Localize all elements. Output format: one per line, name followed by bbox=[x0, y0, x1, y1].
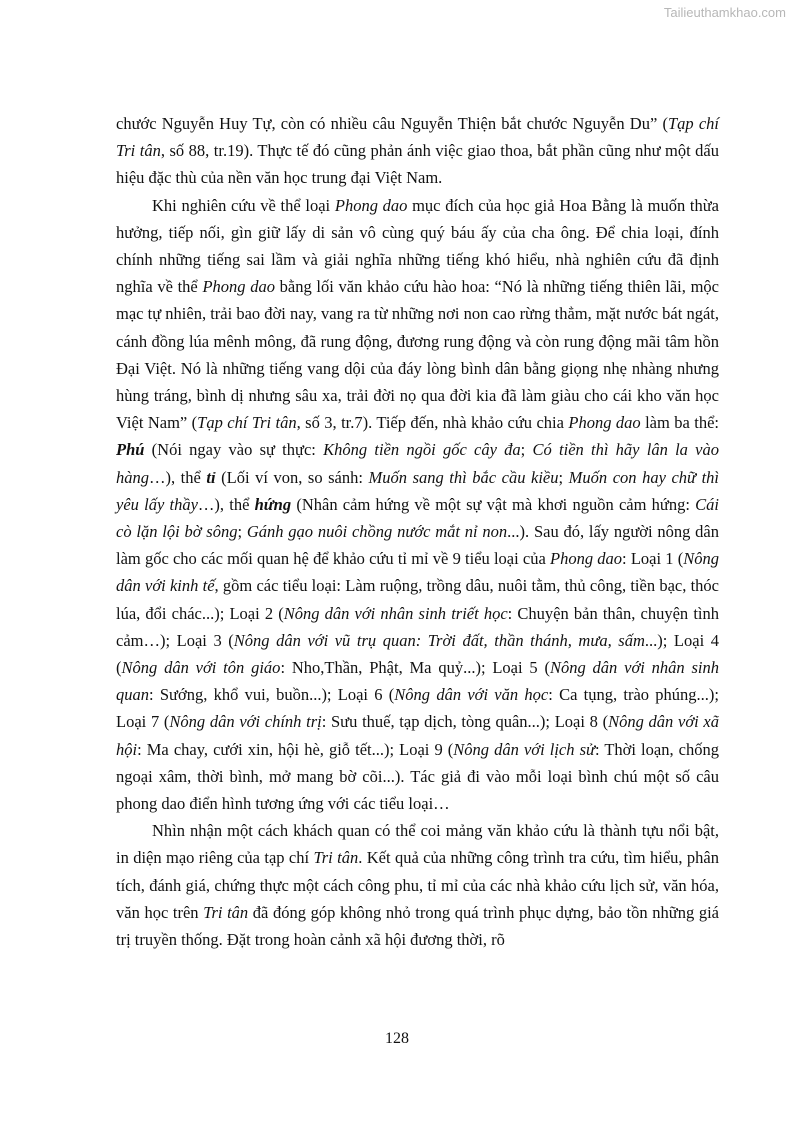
text-run: chước Nguyễn Huy Tự, còn có nhiều câu Nguyễn Thiện bắt chước Nguyễn Du” ( bbox=[116, 114, 668, 133]
emphasis-italic: Nông dân với xã hội bbox=[116, 712, 720, 759]
emphasis-italic: Tạp chí Tri tân bbox=[197, 413, 297, 433]
text-run: : Ca tụng, trào phúng...); Loại 7 ( bbox=[116, 685, 719, 732]
text-run: : Ma chay, cưới xin, hội hè, giỗ tết...); Loại 9 ( bbox=[137, 739, 454, 759]
text-run: Khi nghiên cứu về thể loại bbox=[152, 195, 335, 215]
emphasis-italic: Nông dân với vũ trụ quan: Trời đất, thần thánh, mưa, sấm bbox=[233, 630, 645, 650]
text-run: , số 88, tr.19). Thực tế đó cũng phản ánh việc giao thoa, bắt phần cũng như một dấu hiệu đặc thù của nền văn học trung đại Việt Nam. bbox=[116, 141, 720, 188]
text-run: bằng lối văn khảo cứu hào hoa: “Nó là những tiếng thiên lãi, mộc mạc tự nhiên, trải bao đời nay, vang ra từ những nơi non cao rừng thẳm, mặt nước bát ngát, cánh đồng lúa mênh mông, đã rung động, đương rung động và còn rung động mãi tâm hồn Đại Việt. Nó là những tiếng vang dội của đáy lòng bình dân bằng giọng nhẹ nhàng nhưng hùng tráng, bình dị nhưng sâu xa, trải đời nọ qua đời kia đã làm giàu cho cái kho văn học Việt Nam” ( bbox=[116, 277, 719, 433]
emphasis-italic: Nông dân với nhân sinh quan bbox=[116, 658, 719, 705]
text-run: ; bbox=[520, 440, 533, 460]
text-run: , gồm các tiểu loại: Làm ruộng, trồng dâu, nuôi tằm, thủ công, tiền bạc, thóc lúa, đổi chác...); Loại 2 ( bbox=[116, 576, 720, 623]
text-run: (Nói ngay vào sự thực: bbox=[144, 440, 324, 460]
text-run: : Chuyện bản thân, chuyện tình cảm…); Loại 3 ( bbox=[116, 603, 719, 650]
emphasis-bold-italic: hứng bbox=[254, 494, 292, 514]
emphasis-italic: Nông dân với kinh tế bbox=[116, 549, 719, 596]
text-run: ...). Sau đó, lấy người nông dân làm gốc cho các mối quan hệ để khảo cứu tỉ mỉ về 9 tiểu loại của bbox=[116, 522, 719, 569]
text-run: ; bbox=[237, 522, 247, 542]
emphasis-italic: Nông dân với lịch sử bbox=[453, 739, 595, 759]
emphasis-bold-italic: tỉ bbox=[206, 467, 216, 487]
paragraph-continuation bbox=[116, 110, 719, 192]
emphasis-bold-italic: Phú bbox=[116, 440, 145, 460]
emphasis-italic: Tri tân bbox=[203, 902, 249, 922]
text-run: : Loại 1 ( bbox=[622, 549, 684, 569]
emphasis-italic: Không tiền ngồi gốc cây đa bbox=[323, 440, 521, 460]
text-run: : Sưu thuế, tạp dịch, tòng quân...); Loại 8 ( bbox=[321, 712, 609, 732]
text-run: …), thể bbox=[197, 494, 255, 514]
emphasis-italic: Phong dao bbox=[550, 549, 623, 569]
site-watermark: Tailieuthamkhao.com bbox=[663, 5, 786, 20]
emphasis-italic: Tri tân bbox=[313, 848, 359, 868]
emphasis-italic: Phong dao bbox=[568, 413, 641, 433]
text-run: : Sướng, khổ vui, buồn...); Loại 6 ( bbox=[149, 685, 395, 705]
paragraph-assessment bbox=[116, 817, 719, 953]
emphasis-italic: Muốn sang thì bắc cầu kiều bbox=[368, 467, 559, 487]
text-run: . Kết quả của những công trình tra cứu, tìm hiểu, phân tích, đánh giá, chứng thực một cách công phu, tỉ mỉ của các nhà khảo cứu lịch sử, văn hóa, văn học trên bbox=[116, 848, 719, 922]
emphasis-italic: Nông dân với văn học bbox=[394, 685, 549, 705]
text-run: : Nho,Thần, Phật, Ma quỷ...); Loại 5 ( bbox=[280, 658, 550, 678]
text-run: đã đóng góp không nhỏ trong quá trình phục dựng, bảo tồn những giá trị truyền thống. Đặt trong hoàn cảnh xã hội đương thời, rõ bbox=[116, 902, 719, 950]
text-run: ...); Loại 4 ( bbox=[116, 630, 719, 678]
text-run: mục đích của học giả Hoa Bằng là muốn thừa hưởng, tiếp nối, gìn giữ lấy di sản vô cùng quý báu ấy của cha ông. Để chia loại, đính chính những tiếng sai lầm và giải nghĩa những tiếng khó hiểu, nhà nghiên cứu đã định nghĩa về thể bbox=[116, 195, 719, 297]
text-run: Nhìn nhận một cách khách quan có thể coi mảng văn khảo cứu là thành tựu nổi bật, in diện mạo riêng của tạp chí bbox=[116, 821, 719, 868]
text-run: , số 3, tr.7). Tiếp đến, nhà khảo cứu chia bbox=[296, 413, 569, 433]
emphasis-italic: Muốn con hay chữ thì yêu lấy thầy bbox=[116, 467, 719, 514]
paragraph-phong-dao bbox=[116, 192, 719, 818]
emphasis-italic: Có tiền thì hãy lân la vào hàng bbox=[116, 440, 719, 487]
text-run: ; bbox=[558, 467, 569, 487]
emphasis-italic: Nông dân với nhân sinh triết học bbox=[283, 603, 508, 623]
text-run: (Lối ví von, so sánh: bbox=[215, 467, 369, 487]
emphasis-italic: Cái cò lặn lội bờ sông bbox=[116, 494, 719, 542]
document-body bbox=[116, 110, 719, 953]
page-number: 128 bbox=[385, 1030, 409, 1047]
emphasis-italic: Tạp chí Tri tân bbox=[116, 114, 719, 161]
text-run: : Thời loạn, chống ngoại xâm, thời bình, mở mang bờ cõi...). Tác giả đi vào mỗi loại bình chú một số câu phong dao điển hình tương ứng với các tiểu loại… bbox=[116, 739, 719, 814]
emphasis-italic: Nông dân với chính trị bbox=[169, 712, 322, 732]
emphasis-italic: Phong dao bbox=[202, 277, 275, 297]
emphasis-italic: Nông dân với tôn giáo bbox=[121, 658, 281, 678]
emphasis-italic: Phong dao bbox=[334, 195, 408, 215]
emphasis-italic: Gánh gạo nuôi chồng nước mắt nỉ non bbox=[246, 522, 508, 542]
text-run: …), thể bbox=[149, 467, 207, 487]
text-run: (Nhân cảm hứng về một sự vật mà khơi nguồn cảm hứng: bbox=[291, 494, 696, 514]
text-run: làm ba thể: bbox=[640, 413, 719, 433]
